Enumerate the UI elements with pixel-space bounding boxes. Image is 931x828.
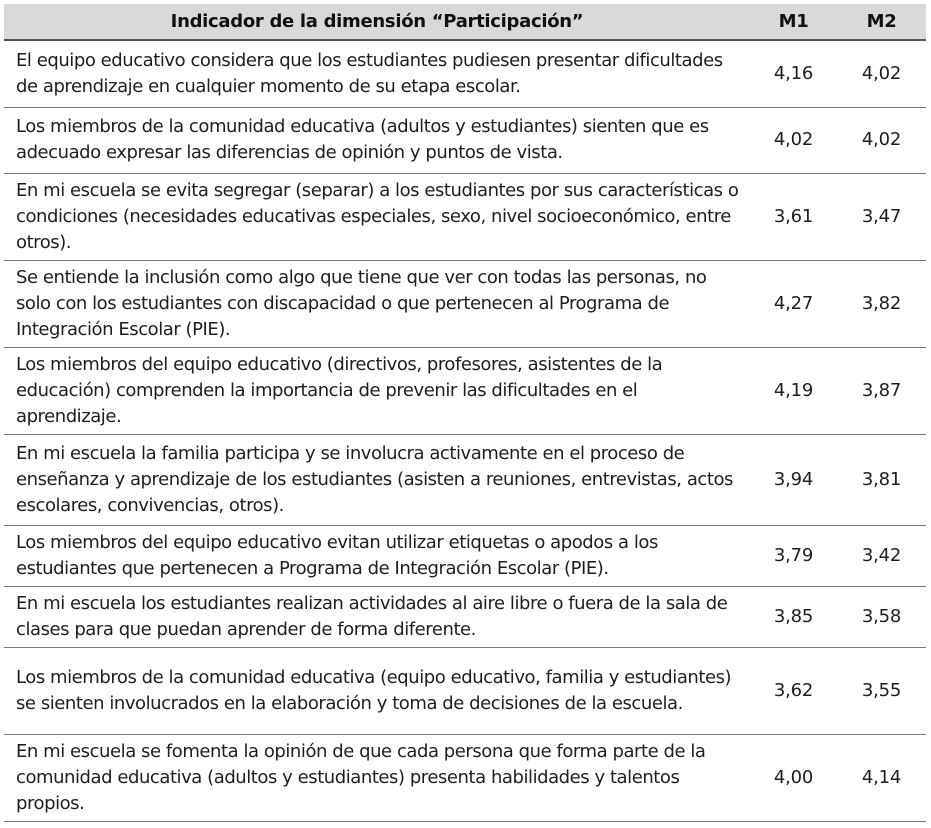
indicator-cell: Los miembros de la comunidad educativa (adultos y estudiantes) sienten que es adecuado expresar las diferencias de opinión y puntos de vista. xyxy=(4,107,750,173)
m1-cell: 3,61 xyxy=(750,173,837,260)
indicator-cell: En mi escuela se evita segregar (separar) a los estudiantes por sus características o condiciones (necesidades educativas especiales, sexo, nivel socioeconómico, entre otros). xyxy=(4,173,750,260)
m2-cell: 4,02 xyxy=(837,107,926,173)
m1-cell: 3,94 xyxy=(750,434,837,525)
participation-indicators-table xyxy=(4,4,926,822)
table-row xyxy=(4,586,926,647)
m1-cell: 4,00 xyxy=(750,734,837,821)
m2-cell: 4,14 xyxy=(837,734,926,821)
m1-cell: 4,16 xyxy=(750,40,837,107)
table-row xyxy=(4,525,926,586)
table-row xyxy=(4,107,926,173)
table-header xyxy=(4,4,926,40)
table-row xyxy=(4,260,926,347)
m1-cell: 3,62 xyxy=(750,647,837,734)
m2-cell: 3,87 xyxy=(837,347,926,434)
table-row xyxy=(4,40,926,107)
indicator-cell: Los miembros del equipo educativo (directivos, profesores, asistentes de la educación) comprenden la importancia de prevenir las dificultades en el aprendizaje. xyxy=(4,347,750,434)
m1-cell: 3,85 xyxy=(750,586,837,647)
m1-cell: 4,02 xyxy=(750,107,837,173)
indicator-cell: En mi escuela se fomenta la opinión de que cada persona que forma parte de la comunidad educativa (adultos y estudiantes) presenta habilidades y talentos propios. xyxy=(4,734,750,821)
m2-cell: 3,47 xyxy=(837,173,926,260)
table-row xyxy=(4,434,926,525)
m2-cell: 3,42 xyxy=(837,525,926,586)
header-indicator: Indicador de la dimensión “Participación” xyxy=(4,4,750,40)
indicator-cell: En mi escuela la familia participa y se involucra activamente en el proceso de enseñanza y aprendizaje de los estudiantes (asisten a reuniones, entrevistas, actos escolares, convivencias, otros). xyxy=(4,434,750,525)
indicator-cell: En mi escuela los estudiantes realizan actividades al aire libre o fuera de la sala de clases para que puedan aprender de forma diferente. xyxy=(4,586,750,647)
indicator-cell: Los miembros de la comunidad educativa (equipo educativo, familia y estudiantes) se sienten involucrados en la elaboración y toma de decisiones de la escuela. xyxy=(4,647,750,734)
m1-cell: 4,19 xyxy=(750,347,837,434)
indicator-cell: El equipo educativo considera que los estudiantes pudiesen presentar dificultades de aprendizaje en cualquier momento de su etapa escolar. xyxy=(4,40,750,107)
table-row xyxy=(4,647,926,734)
indicator-cell: Los miembros del equipo educativo evitan utilizar etiquetas o apodos a los estudiantes que pertenecen a Programa de Integración Escolar (PIE). xyxy=(4,525,750,586)
table-body xyxy=(4,40,926,821)
m2-cell: 3,81 xyxy=(837,434,926,525)
header-m2: M2 xyxy=(837,4,926,40)
table-row xyxy=(4,347,926,434)
m2-cell: 3,58 xyxy=(837,586,926,647)
m2-cell: 3,82 xyxy=(837,260,926,347)
m2-cell: 3,55 xyxy=(837,647,926,734)
header-m1: M1 xyxy=(750,4,837,40)
participation-table-container xyxy=(4,4,926,822)
m1-cell: 4,27 xyxy=(750,260,837,347)
indicator-cell: Se entiende la inclusión como algo que tiene que ver con todas las personas, no solo con los estudiantes con discapacidad o que pertenecen al Programa de Integración Escolar (PIE). xyxy=(4,260,750,347)
m1-cell: 3,79 xyxy=(750,525,837,586)
table-row xyxy=(4,173,926,260)
header-row xyxy=(4,4,926,40)
m2-cell: 4,02 xyxy=(837,40,926,107)
table-row xyxy=(4,734,926,821)
